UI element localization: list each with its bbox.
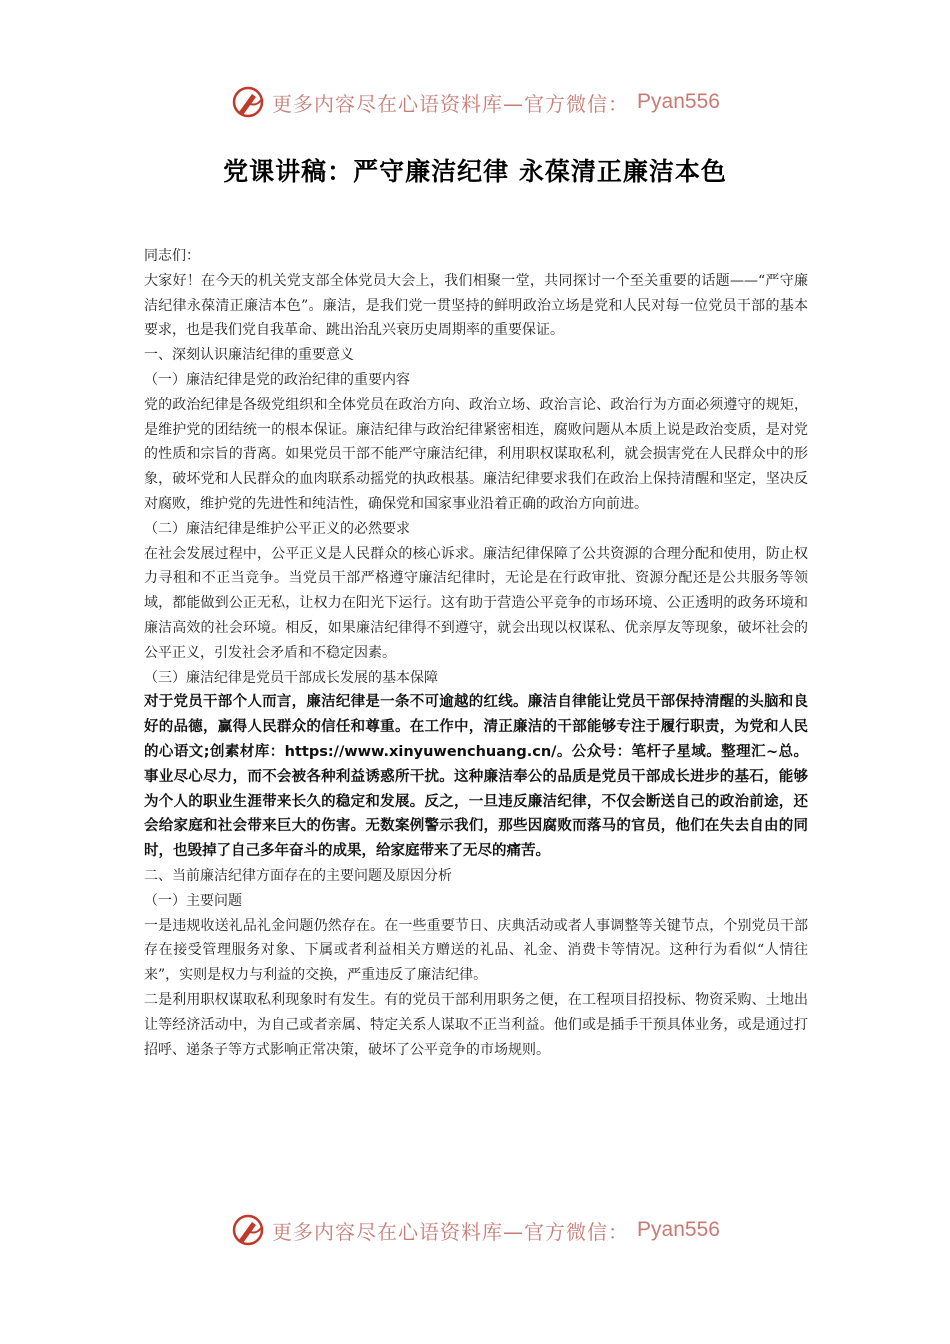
subsection-heading: （二）廉洁纪律是维护公平正义的必然要求 — [144, 520, 410, 537]
subsection-heading: （一）廉洁纪律是党的政治纪律的重要内容 — [144, 371, 410, 388]
body-paragraph-bold: 对于党员干部个人而言，廉洁纪律是一条不可逾越的红线。廉洁自律能让党员干部保持清醒的头脑和良好的品德，赢得人民群众的信任和尊重。在工作中，清正廉洁的干部能够专注于履行职责，为党和人民的心语文;创素材库：https://www.xinyuwenchuang.cn/。公众号：笔杆子星域。整理汇~总。事业尽心尽力，而不会被各种利益诱惑所干扰。这种廉洁奉公的品质是党员干部成长进步的基石，能够为个人的职业生涯带来长久的稳定和发展。反之，一旦违反廉洁纪律，不仅会断送自己的政治前途，还会给家庭和社会带来巨大的伤害。无数案例警示我们，那些因腐败而落马的官员，他们在失去自由的同时，也毁掉了自己多年奋斗的成果，给家庭带来了无尽的痛苦。 — [144, 694, 808, 860]
subsection-heading: （三）廉洁纪律是党员干部成长发展的基本保障 — [144, 669, 438, 686]
subsection-heading: （一）主要问题 — [144, 892, 242, 909]
body-paragraph: 一是违规收送礼品礼金问题仍然存在。在一些重要节日、庆典活动或者人事调整等关键节点，个别党员干部存在接受管理服务对象、下属或者利益相关方赠送的礼品、礼金、消费卡等情况。这种行为看似“人情往来”，实则是权力与利益的交换，严重违反了廉洁纪律。 — [144, 917, 808, 984]
footer-banner — [0, 1212, 950, 1248]
body-paragraph: 党的政治纪律是各级党组织和全体党员在政治方向、政治立场、政治言论、政治行为方面必须遵守的规矩，是维护党的团结统一的根本保证。廉洁纪律与政治纪律紧密相连，腐败问题从本质上说是政治变质，是对党的性质和宗旨的背离。如果党员干部不能严守廉洁纪律，利用职权谋取私利，就会损害党在人民群众中的形象，破坏党和人民群众的血肉联系动摇党的执政根基。廉洁纪律要求我们在政治上保持清醒和坚定，坚决反对腐败，维护党的先进性和纯洁性，确保党和国家事业沿着正确的政治方向前进。 — [144, 396, 808, 512]
body-paragraph: 大家好！在今天的机关党支部全体党员大会上，我们相聚一堂，共同探讨一个至关重要的话题——“严守廉洁纪律永葆清正廉洁本色”。廉洁，是我们党一贯坚持的鲜明政治立场是党和人民对每一位党员干部的基本要求，也是我们党自我革命、跳出治乱兴衰历史周期率的重要保证。 — [144, 272, 808, 339]
body-paragraph: 二是利用职权谋取私利现象时有发生。有的党员干部利用职务之便，在工程项目招投标、物资采购、土地出让等经济活动中，为自己或者亲属、特定关系人谋取不正当利益。他们或是插手干预具体业务，或是通过打招呼、递条子等方式影响正常决策，破坏了公平竞争的市场规则。 — [144, 991, 808, 1058]
section-heading: 一、深刻认识廉洁纪律的重要意义 — [144, 347, 354, 364]
section-heading: 二、当前廉洁纪律方面存在的主要问题及原因分析 — [144, 867, 452, 884]
pen-logo-icon — [230, 84, 266, 120]
banner-wechat-id: Pyan556 — [637, 90, 720, 113]
banner-text: 更多内容尽在心语资料库—官方微信： — [272, 1219, 630, 1244]
banner-wechat-id: Pyan556 — [637, 1218, 720, 1241]
page-title: 党课讲稿：严守廉洁纪律 永葆清正廉洁本色 — [223, 157, 727, 186]
document-body — [144, 244, 808, 1062]
header-banner — [0, 84, 950, 120]
banner-text: 更多内容尽在心语资料库—官方微信： — [272, 91, 630, 116]
body-paragraph: 在社会发展过程中，公平正义是人民群众的核心诉求。廉洁纪律保障了公共资源的合理分配和使用，防止权力寻租和不正当竞争。当党员干部严格遵守廉洁纪律时，无论是在行政审批、资源分配还是公共服务等领域，都能做到公正无私，让权力在阳光下运行。这有助于营造公平竞争的市场环境、公正透明的政务环境和廉洁高效的社会环境。相反，如果廉洁纪律得不到遵守，就会出现以权谋私、优亲厚友等现象，破坏社会的公平正义，引发社会矛盾和不稳定因素。 — [144, 545, 808, 661]
pen-logo-icon — [230, 1212, 266, 1248]
salutation: 同志们： — [144, 248, 200, 264]
